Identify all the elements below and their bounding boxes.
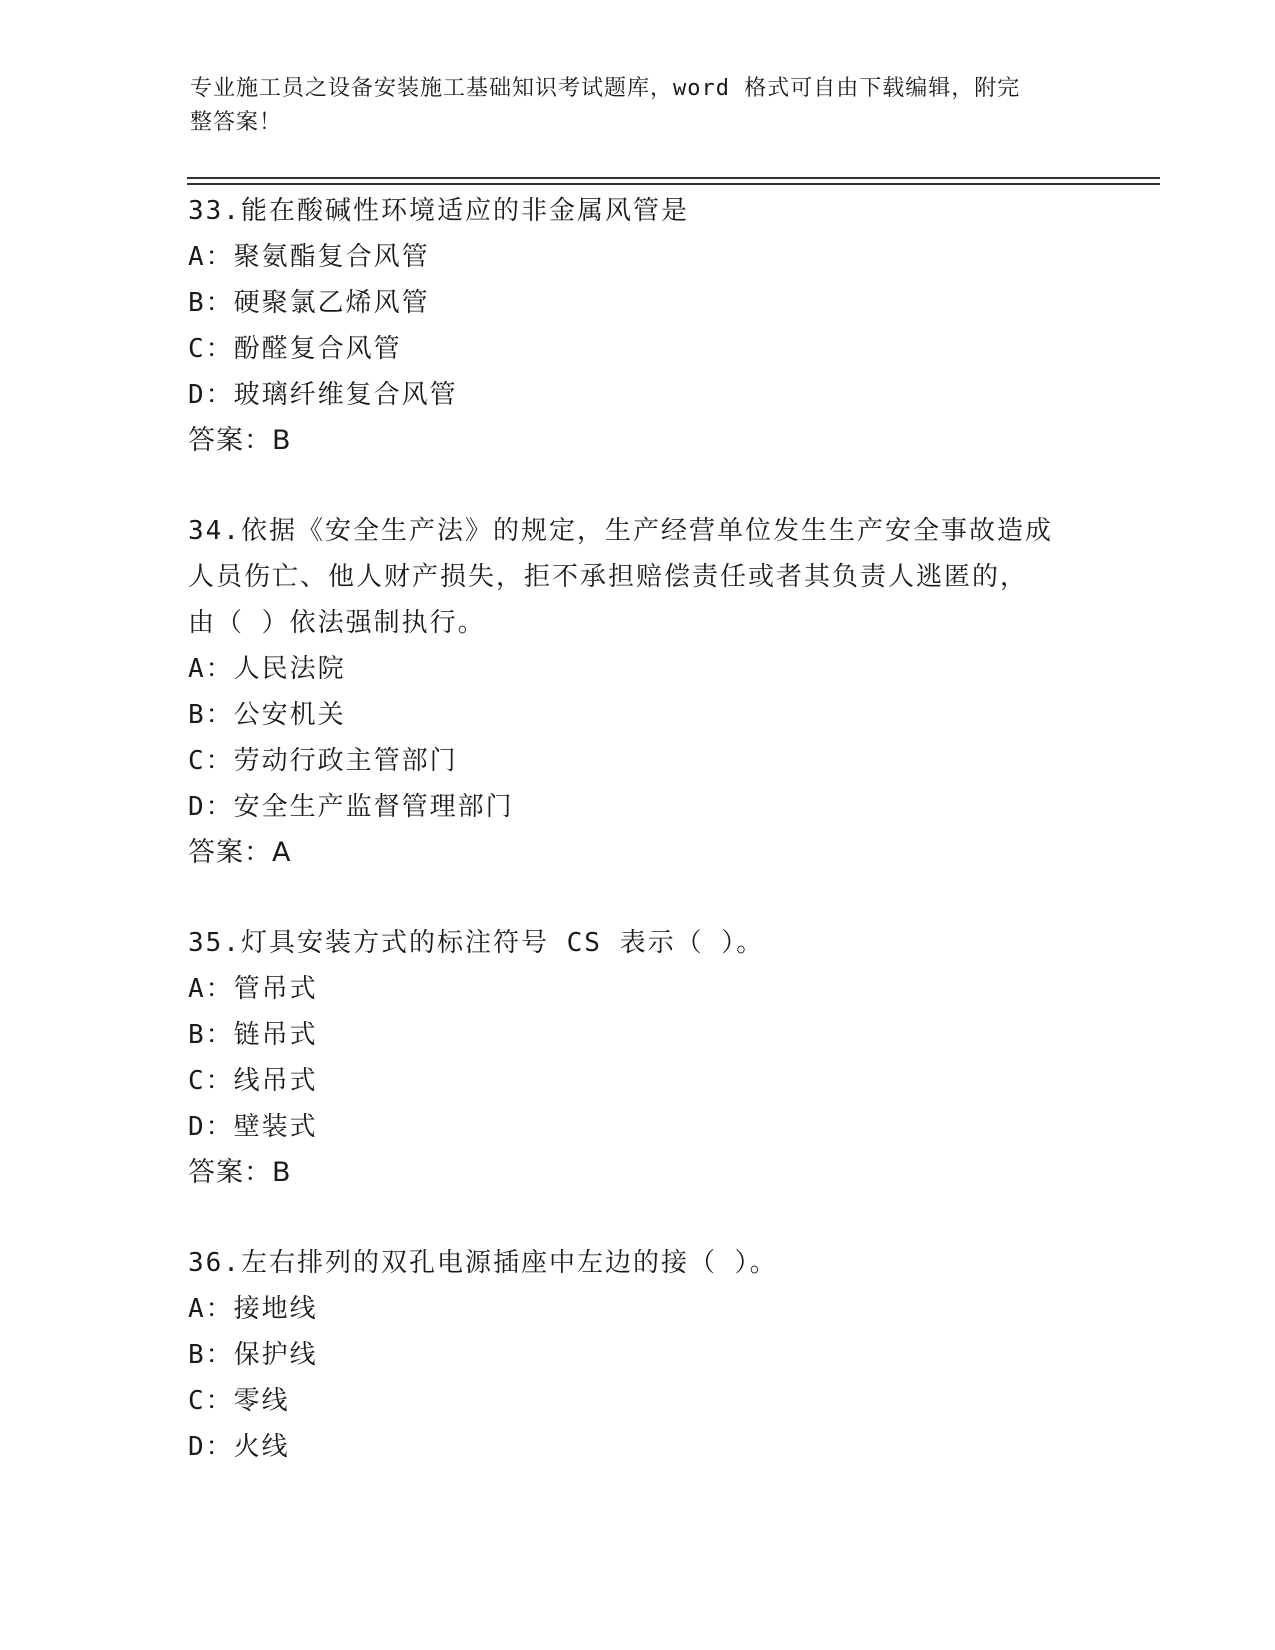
question-33 [188, 188, 1088, 464]
option-a: A：管吊式 [188, 974, 318, 1004]
answer-line: 答案：A [188, 837, 292, 868]
option-a: A：人民法院 [188, 654, 346, 684]
header-divider-top [187, 177, 1160, 179]
answer-line: 答案：B [188, 1157, 292, 1188]
option-a: A：聚氨酯复合风管 [188, 242, 430, 272]
answer-line: 答案：B [188, 425, 292, 456]
question-stem-line-2: 人员伤亡、他人财产损失，拒不承担赔偿责任或者其负责人逃匿的， [188, 562, 1029, 592]
option-c: C：劳动行政主管部门 [188, 746, 458, 776]
option-d: D：安全生产监督管理部门 [188, 792, 514, 822]
option-c: C：线吊式 [188, 1066, 318, 1096]
question-35 [188, 920, 1088, 1196]
option-b: B：链吊式 [188, 1020, 318, 1050]
question-stem: 35.灯具安装方式的标注符号 CS 表示（ ）。 [188, 928, 765, 958]
header-divider-bottom [187, 183, 1160, 185]
option-b: B：保护线 [188, 1340, 318, 1370]
question-34 [188, 508, 1088, 876]
option-a: A：接地线 [188, 1294, 318, 1324]
document-header-text: 专业施工员之设备安装施工基础知识考试题库，word 格式可自由下载编辑，附完 整答案！ [190, 76, 1021, 135]
option-d: D：壁装式 [188, 1112, 318, 1142]
question-36 [188, 1240, 1088, 1470]
option-b: B：公安机关 [188, 700, 346, 730]
option-d: D：火线 [188, 1432, 290, 1462]
option-c: C：零线 [188, 1386, 290, 1416]
option-c: C：酚醛复合风管 [188, 334, 402, 364]
question-stem-line-1: 34.依据《安全生产法》的规定，生产经营单位发生生产安全事故造成 [188, 516, 1053, 546]
question-stem-line-3: 由（ ）依法强制执行。 [188, 608, 486, 638]
question-stem: 33.能在酸碱性环境适应的非金属风管是 [188, 196, 689, 226]
option-b: B：硬聚氯乙烯风管 [188, 288, 430, 318]
question-stem: 36.左右排列的双孔电源插座中左边的接（ ）。 [188, 1248, 778, 1278]
option-d: D：玻璃纤维复合风管 [188, 380, 458, 410]
